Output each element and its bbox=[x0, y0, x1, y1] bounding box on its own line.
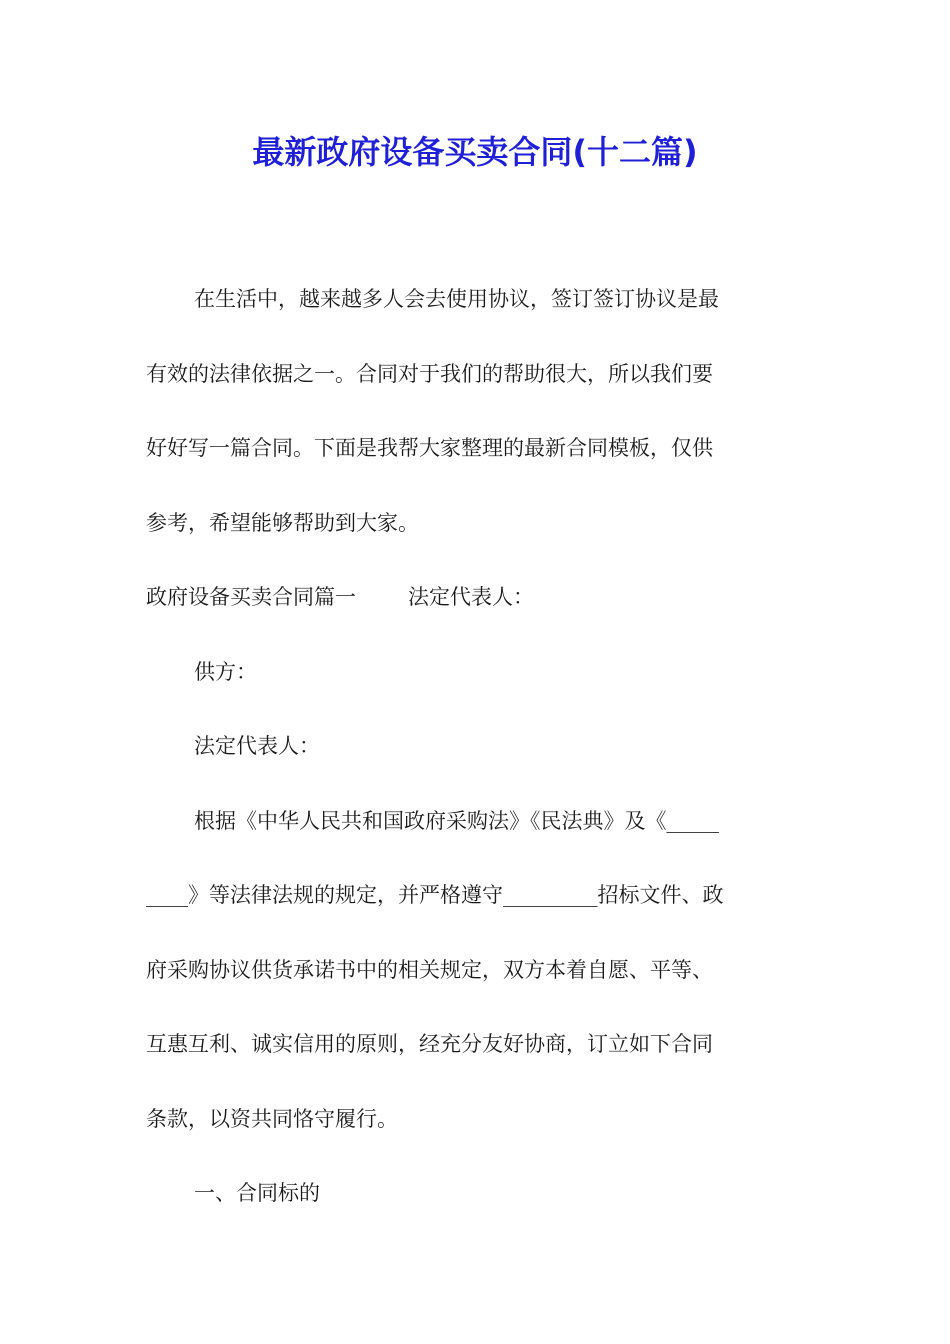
intro-line: 好好写一篇合同。下面是我帮大家整理的最新合同模板，仅供 bbox=[146, 436, 713, 460]
document-title: 最新政府设备买卖合同(十二篇) bbox=[252, 133, 698, 171]
intro-paragraph bbox=[146, 262, 806, 560]
basis-line: 府采购协议供货承诺书中的相关规定，双方本着自愿、平等、 bbox=[146, 957, 713, 982]
basis-paragraph bbox=[146, 784, 806, 1157]
intro-line: 参考，希望能够帮助到大家。 bbox=[146, 510, 419, 535]
basis-line: 互惠互利、诚实信用的原则，经充分友好协商，订立如下合同 bbox=[146, 1032, 713, 1056]
section-heading-line bbox=[146, 560, 806, 635]
document-body bbox=[146, 262, 806, 1231]
intro-line: 在生活中，越来越多人会去使用协议，签订签订协议是最 bbox=[194, 287, 719, 311]
legal-representative-label: 法定代表人： bbox=[194, 734, 320, 758]
section-heading-field: 法定代表人： bbox=[408, 585, 534, 609]
supplier-label: 供方： bbox=[194, 659, 257, 684]
basis-line: 根据《中华人民共和国政府采购法》《民法典》及《_____ bbox=[194, 808, 719, 833]
intro-line: 有效的法律依据之一。合同对于我们的帮助很大，所以我们要 bbox=[146, 361, 713, 386]
basis-line: ____》等法律法规的规定，并严格遵守_________招标文件、政 bbox=[146, 883, 724, 907]
clause-one-heading: 一、合同标的 bbox=[194, 1181, 320, 1205]
basis-line: 条款，以资共同恪守履行。 bbox=[146, 1106, 398, 1131]
section-heading: 政府设备买卖合同篇一 bbox=[146, 585, 356, 609]
